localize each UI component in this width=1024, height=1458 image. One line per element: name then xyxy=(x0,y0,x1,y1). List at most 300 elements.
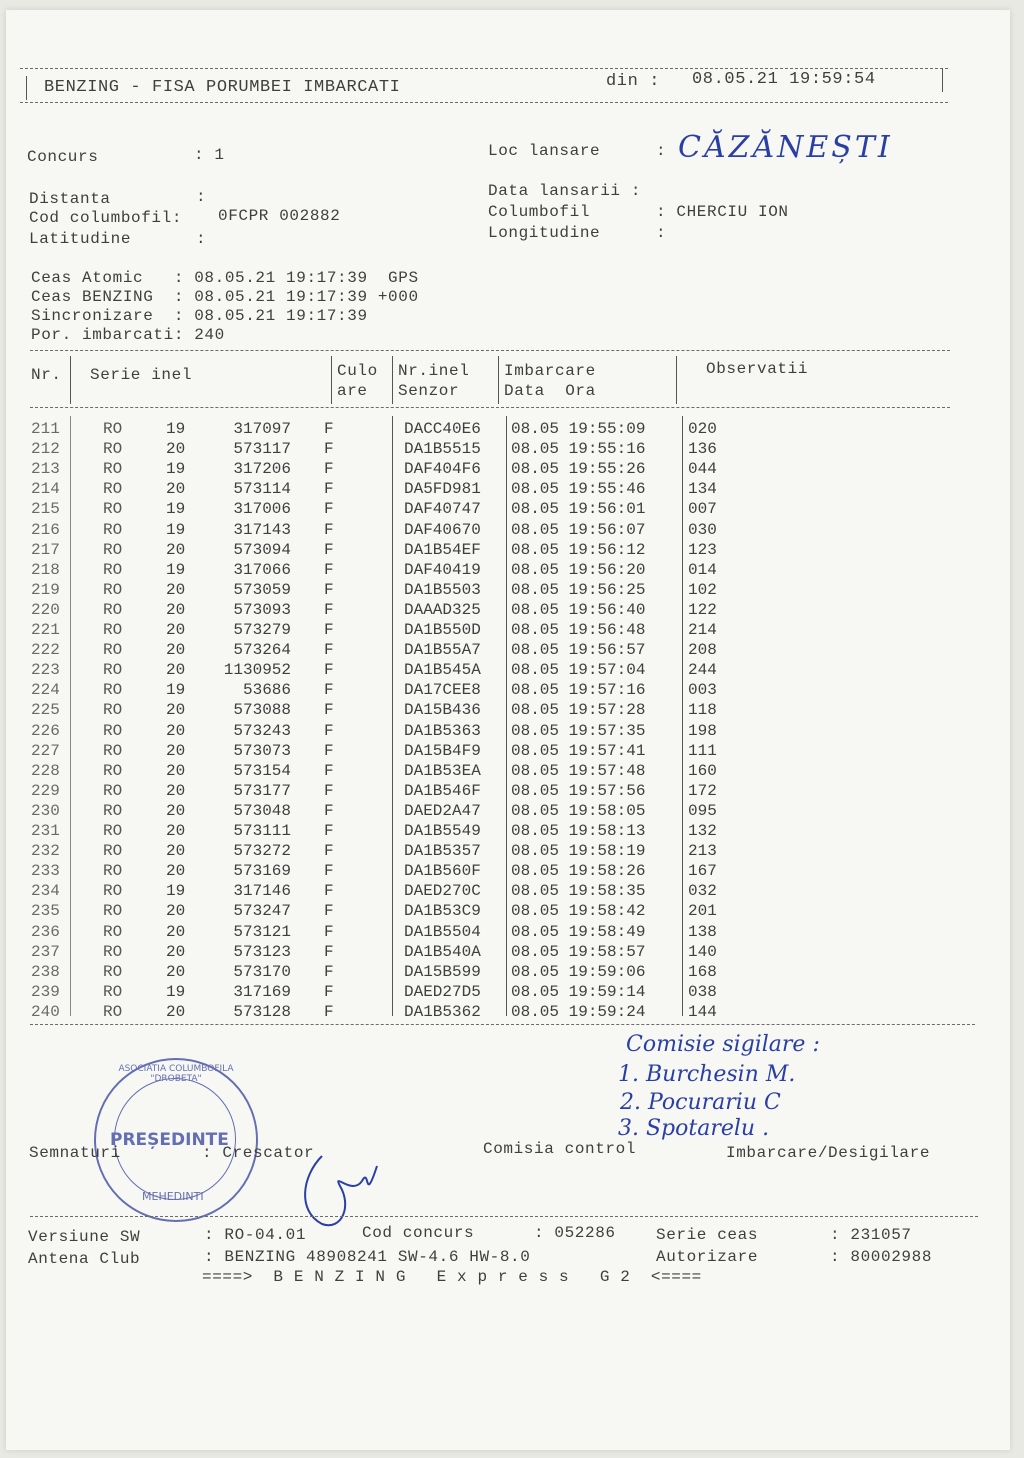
row-country: RO xyxy=(103,721,123,740)
row-number: 238 xyxy=(31,962,60,981)
row-number: 211 xyxy=(31,420,60,438)
stamp-bottom-text: MEHEDINTI xyxy=(142,1190,204,1203)
concurs-value: : 1 xyxy=(194,146,225,164)
handwritten-member-2: 2. Pocurariu C xyxy=(620,1090,781,1115)
row-sex: F xyxy=(324,741,334,760)
row-number: 218 xyxy=(31,560,60,579)
row-number: 228 xyxy=(31,761,60,780)
row-sensor-id: DA15B599 xyxy=(404,962,481,981)
row-country: RO xyxy=(103,661,123,680)
col-divider-senzor xyxy=(498,356,499,404)
row-ring-number: 573247 xyxy=(233,902,291,921)
row-year: 20 xyxy=(166,942,186,961)
row-ring-number: 53686 xyxy=(242,681,291,700)
row-number: 227 xyxy=(31,741,60,760)
row-country: RO xyxy=(103,480,123,499)
row-country: RO xyxy=(103,982,123,1001)
row-sensor-id: DAF40670 xyxy=(404,520,481,539)
table-row xyxy=(6,923,766,943)
row-sex: F xyxy=(324,500,334,519)
row-boarding-datetime: 08.05 19:56:25 xyxy=(511,580,646,599)
row-year: 20 xyxy=(166,721,186,740)
stamp-center-text: PREȘEDINTE xyxy=(110,1130,229,1150)
row-sensor-id: DA1B5504 xyxy=(404,922,481,941)
row-sex: F xyxy=(324,801,334,820)
row-country: RO xyxy=(103,560,123,579)
row-sex: F xyxy=(324,621,334,639)
header-bottom-rule xyxy=(20,102,948,103)
row-sex: F xyxy=(324,600,334,619)
row-ring-number: 573088 xyxy=(233,701,291,720)
date-value: 08.05.21 19:59:54 xyxy=(692,70,876,89)
row-observation: 014 xyxy=(688,560,717,579)
versiune-label: Versiune SW xyxy=(28,1228,141,1246)
row-country: RO xyxy=(103,440,123,459)
col-divider-serie xyxy=(331,356,332,404)
table-row xyxy=(6,882,766,902)
row-observation: 201 xyxy=(688,902,717,921)
row-ring-number: 573121 xyxy=(233,922,291,941)
row-country: RO xyxy=(103,600,123,619)
row-number: 214 xyxy=(31,480,60,499)
row-year: 20 xyxy=(166,862,186,881)
table-bottom-rule xyxy=(30,1024,975,1025)
row-year: 20 xyxy=(166,781,186,800)
row-boarding-datetime: 08.05 19:57:56 xyxy=(511,781,646,800)
row-boarding-datetime: 08.05 19:57:35 xyxy=(511,721,646,740)
table-row xyxy=(6,963,766,983)
row-boarding-datetime: 08.05 19:58:35 xyxy=(511,882,646,901)
row-sex: F xyxy=(324,661,334,680)
row-ring-number: 573243 xyxy=(233,721,291,740)
cod-concurs-label: Cod concurs xyxy=(362,1224,475,1242)
row-sex: F xyxy=(324,1002,334,1021)
row-boarding-datetime: 08.05 19:59:14 xyxy=(511,982,646,1001)
row-country: RO xyxy=(103,701,123,720)
row-sensor-id: DA1B5363 xyxy=(404,721,481,740)
row-number: 219 xyxy=(31,580,60,599)
header-nr-inel: Nr.inel xyxy=(398,362,470,380)
row-observation: 168 xyxy=(688,962,717,981)
row-number: 239 xyxy=(31,982,60,1001)
row-number: 225 xyxy=(31,701,60,720)
row-boarding-datetime: 08.05 19:56:07 xyxy=(511,520,646,539)
row-ring-number: 317066 xyxy=(233,560,291,579)
row-observation: 198 xyxy=(688,721,717,740)
data-lansarii-label: Data lansarii : xyxy=(488,182,642,200)
row-sensor-id: DA1B545A xyxy=(404,661,481,680)
loc-lansare-label: Loc lansare xyxy=(488,142,601,160)
row-number: 217 xyxy=(31,540,60,559)
row-ring-number: 573059 xyxy=(233,580,291,599)
imbarcare-desigilare-label: Imbarcare/Desigilare xyxy=(726,1144,931,1162)
row-sensor-id: DAED270C xyxy=(404,882,481,901)
table-header-top-rule xyxy=(30,350,950,351)
row-number: 213 xyxy=(31,460,60,479)
body-divider-imbarcare xyxy=(682,416,683,1016)
header-observatii: Observatii xyxy=(706,360,809,378)
table-row xyxy=(6,420,766,440)
row-country: RO xyxy=(103,580,123,599)
table-row xyxy=(6,742,766,762)
row-sensor-id: DA1B5549 xyxy=(404,822,481,840)
row-ring-number: 573170 xyxy=(233,962,291,981)
header-imbarcare: Imbarcare xyxy=(504,362,596,380)
row-ring-number: 573114 xyxy=(233,480,291,499)
row-country: RO xyxy=(103,641,123,660)
row-ring-number: 573094 xyxy=(233,540,291,559)
row-year: 20 xyxy=(166,661,186,680)
row-year: 19 xyxy=(166,882,186,901)
row-year: 20 xyxy=(166,801,186,820)
row-observation: 044 xyxy=(688,460,717,479)
row-country: RO xyxy=(103,1002,123,1021)
antena-value: : BENZING 48908241 SW-4.6 HW-8.0 xyxy=(204,1248,531,1266)
row-number: 235 xyxy=(31,902,60,921)
row-country: RO xyxy=(103,460,123,479)
row-observation: 138 xyxy=(688,922,717,941)
date-label: din : xyxy=(606,72,661,91)
cod-columbofil-value: 0FCPR 002882 xyxy=(218,207,341,225)
header-are: are xyxy=(337,382,368,400)
row-ring-number: 573177 xyxy=(233,781,291,800)
row-ring-number: 573093 xyxy=(233,600,291,619)
table-row xyxy=(6,641,766,661)
row-country: RO xyxy=(103,761,123,780)
row-observation: 095 xyxy=(688,801,717,820)
row-observation: 136 xyxy=(688,440,717,459)
table-row xyxy=(6,701,766,721)
row-boarding-datetime: 08.05 19:56:48 xyxy=(511,621,646,639)
ceas-atomic-line: Ceas Atomic : 08.05.21 19:17:39 GPS xyxy=(31,269,419,287)
row-boarding-datetime: 08.05 19:57:28 xyxy=(511,701,646,720)
col-divider-nr xyxy=(70,356,71,404)
row-ring-number: 1130952 xyxy=(223,661,291,680)
row-sensor-id: DAED2A47 xyxy=(404,801,481,820)
footer-top-rule xyxy=(30,1216,978,1217)
row-boarding-datetime: 08.05 19:56:57 xyxy=(511,641,646,660)
row-observation: 144 xyxy=(688,1002,717,1021)
row-year: 19 xyxy=(166,460,186,479)
header-top-rule xyxy=(20,68,948,69)
table-row xyxy=(6,601,766,621)
longitudine-value: : xyxy=(656,224,667,242)
row-ring-number: 573117 xyxy=(233,440,291,459)
row-country: RO xyxy=(103,922,123,941)
row-boarding-datetime: 08.05 19:56:12 xyxy=(511,540,646,559)
row-sensor-id: DA5FD981 xyxy=(404,480,481,499)
row-year: 20 xyxy=(166,842,186,861)
row-number: 236 xyxy=(31,922,60,941)
row-ring-number: 573123 xyxy=(233,942,291,961)
row-number: 220 xyxy=(31,600,60,619)
row-observation: 123 xyxy=(688,540,717,559)
row-country: RO xyxy=(103,741,123,760)
columbofil-value: : CHERCIU ION xyxy=(656,203,789,221)
row-boarding-datetime: 08.05 19:57:04 xyxy=(511,661,646,680)
stamp-top-text: ASOCIATIA COLUMBOFILA "DROBETA" xyxy=(118,1064,234,1084)
row-observation: 020 xyxy=(688,420,717,438)
row-country: RO xyxy=(103,500,123,519)
row-ring-number: 573048 xyxy=(233,801,291,820)
row-ring-number: 573264 xyxy=(233,641,291,660)
table-row xyxy=(6,621,766,641)
row-boarding-datetime: 08.05 19:55:26 xyxy=(511,460,646,479)
row-country: RO xyxy=(103,681,123,700)
row-country: RO xyxy=(103,781,123,800)
row-year: 20 xyxy=(166,1002,186,1021)
row-ring-number: 317206 xyxy=(233,460,291,479)
row-observation: 038 xyxy=(688,982,717,1001)
row-boarding-datetime: 08.05 19:57:41 xyxy=(511,741,646,760)
table-row xyxy=(6,842,766,862)
row-sensor-id: DAAAD325 xyxy=(404,600,481,619)
row-boarding-datetime: 08.05 19:57:16 xyxy=(511,681,646,700)
row-sex: F xyxy=(324,902,334,921)
row-observation: 003 xyxy=(688,681,717,700)
row-sex: F xyxy=(324,822,334,840)
row-country: RO xyxy=(103,520,123,539)
row-year: 19 xyxy=(166,560,186,579)
row-observation: 007 xyxy=(688,500,717,519)
row-number: 229 xyxy=(31,781,60,800)
row-sex: F xyxy=(324,701,334,720)
table-row xyxy=(6,440,766,460)
row-number: 230 xyxy=(31,801,60,820)
row-ring-number: 573111 xyxy=(233,822,291,840)
row-year: 20 xyxy=(166,440,186,459)
row-year: 19 xyxy=(166,520,186,539)
row-sensor-id: DA1B546F xyxy=(404,781,481,800)
table-row xyxy=(6,782,766,802)
row-number: 224 xyxy=(31,681,60,700)
row-boarding-datetime: 08.05 19:55:09 xyxy=(511,420,646,438)
row-year: 20 xyxy=(166,701,186,720)
row-boarding-datetime: 08.05 19:58:19 xyxy=(511,842,646,861)
row-sensor-id: DAF404F6 xyxy=(404,460,481,479)
row-observation: 102 xyxy=(688,580,717,599)
row-country: RO xyxy=(103,822,123,840)
row-number: 233 xyxy=(31,862,60,881)
row-sex: F xyxy=(324,862,334,881)
latitudine-value: : xyxy=(196,230,207,248)
row-country: RO xyxy=(103,540,123,559)
row-sex: F xyxy=(324,460,334,479)
row-year: 20 xyxy=(166,641,186,660)
row-observation: 167 xyxy=(688,862,717,881)
row-sensor-id: DA1B55A7 xyxy=(404,641,481,660)
table-row xyxy=(6,541,766,561)
row-number: 222 xyxy=(31,641,60,660)
row-sensor-id: DAF40419 xyxy=(404,560,481,579)
concurs-label: Concurs xyxy=(27,148,99,166)
row-observation: 160 xyxy=(688,761,717,780)
columbofil-label: Columbofil xyxy=(488,203,591,221)
printed-sheet xyxy=(6,10,1010,1450)
body-divider-nr xyxy=(70,416,71,1016)
comisia-control-label: Comisia control xyxy=(483,1140,637,1158)
row-year: 20 xyxy=(166,761,186,780)
handwritten-member-1: 1. Burchesin M. xyxy=(618,1062,796,1087)
row-ring-number: 317146 xyxy=(233,882,291,901)
row-country: RO xyxy=(103,942,123,961)
row-sensor-id: DA1B550D xyxy=(404,621,481,639)
distanta-value: : xyxy=(196,188,207,206)
row-observation: 030 xyxy=(688,520,717,539)
row-number: 215 xyxy=(31,500,60,519)
row-year: 20 xyxy=(166,922,186,941)
table-row xyxy=(6,862,766,882)
antena-label: Antena Club xyxy=(28,1250,141,1268)
row-number: 231 xyxy=(31,822,60,840)
row-observation: 132 xyxy=(688,822,717,840)
row-boarding-datetime: 08.05 19:55:46 xyxy=(511,480,646,499)
row-sex: F xyxy=(324,480,334,499)
row-sex: F xyxy=(324,641,334,660)
row-boarding-datetime: 08.05 19:58:26 xyxy=(511,862,646,881)
row-sex: F xyxy=(324,560,334,579)
row-sensor-id: DA1B53C9 xyxy=(404,902,481,921)
serie-ceas-value: : 231057 xyxy=(830,1226,912,1244)
row-boarding-datetime: 08.05 19:58:05 xyxy=(511,801,646,820)
semnaturi-label: Semnaturi xyxy=(29,1144,121,1162)
row-boarding-datetime: 08.05 19:56:40 xyxy=(511,600,646,619)
row-sex: F xyxy=(324,781,334,800)
header-right-border xyxy=(942,68,943,92)
table-row xyxy=(6,681,766,701)
row-boarding-datetime: 08.05 19:59:24 xyxy=(511,1002,646,1021)
row-year: 19 xyxy=(166,420,186,438)
autorizare-label: Autorizare xyxy=(656,1248,759,1266)
row-sensor-id: DAF40747 xyxy=(404,500,481,519)
table-row xyxy=(6,943,766,963)
row-sensor-id: DA1B5503 xyxy=(404,580,481,599)
row-boarding-datetime: 08.05 19:59:06 xyxy=(511,962,646,981)
row-number: 212 xyxy=(31,440,60,459)
table-row xyxy=(6,460,766,480)
row-year: 20 xyxy=(166,480,186,499)
row-boarding-datetime: 08.05 19:58:49 xyxy=(511,922,646,941)
row-year: 20 xyxy=(166,621,186,639)
row-sex: F xyxy=(324,540,334,559)
serie-ceas-label: Serie ceas xyxy=(656,1226,759,1244)
row-year: 19 xyxy=(166,982,186,1001)
row-sensor-id: DA1B560F xyxy=(404,862,481,881)
row-ring-number: 573169 xyxy=(233,862,291,881)
row-country: RO xyxy=(103,621,123,639)
table-header-bottom-rule xyxy=(30,407,950,408)
row-number: 234 xyxy=(31,882,60,901)
row-ring-number: 573073 xyxy=(233,741,291,760)
row-number: 226 xyxy=(31,721,60,740)
row-sex: F xyxy=(324,982,334,1001)
por-imbarcati-line: Por. imbarcati: 240 xyxy=(31,326,225,344)
row-ring-number: 317143 xyxy=(233,520,291,539)
row-sensor-id: DA1B540A xyxy=(404,942,481,961)
row-sex: F xyxy=(324,942,334,961)
header-nr: Nr. xyxy=(31,366,62,384)
row-country: RO xyxy=(103,862,123,881)
table-row xyxy=(6,902,766,922)
table-row xyxy=(6,762,766,782)
table-row xyxy=(6,802,766,822)
table-row xyxy=(6,561,766,581)
row-ring-number: 573279 xyxy=(233,621,291,639)
table-row xyxy=(6,661,766,681)
row-sensor-id: DA15B436 xyxy=(404,701,481,720)
header-serie-inel: Serie inel xyxy=(90,366,193,384)
row-sex: F xyxy=(324,420,334,438)
table-row xyxy=(6,822,766,842)
benzing-brand-line: ====> B E N Z I N G E x p r e s s G 2 <==== xyxy=(202,1268,702,1286)
row-number: 232 xyxy=(31,842,60,861)
row-sensor-id: DA1B5362 xyxy=(404,1002,481,1021)
row-sensor-id: DA17CEE8 xyxy=(404,681,481,700)
row-sex: F xyxy=(324,882,334,901)
row-year: 19 xyxy=(166,500,186,519)
row-year: 20 xyxy=(166,822,186,840)
row-observation: 208 xyxy=(688,641,717,660)
header-left-border xyxy=(26,76,27,100)
col-divider-culoare xyxy=(392,356,393,404)
row-country: RO xyxy=(103,842,123,861)
cod-columbofil-label: Cod columbofil: xyxy=(29,209,183,227)
table-row xyxy=(6,480,766,500)
row-observation: 244 xyxy=(688,661,717,680)
row-sex: F xyxy=(324,721,334,740)
row-boarding-datetime: 08.05 19:56:20 xyxy=(511,560,646,579)
row-boarding-datetime: 08.05 19:58:42 xyxy=(511,902,646,921)
row-ring-number: 317006 xyxy=(233,500,291,519)
row-observation: 032 xyxy=(688,882,717,901)
document-title: BENZING - FISA PORUMBEI IMBARCATI xyxy=(44,78,401,97)
loc-lansare-handwritten: CĂZĂNEȘTI xyxy=(678,130,893,165)
row-boarding-datetime: 08.05 19:55:16 xyxy=(511,440,646,459)
row-sensor-id: DA1B5515 xyxy=(404,440,481,459)
association-stamp xyxy=(94,1058,258,1222)
row-year: 20 xyxy=(166,600,186,619)
row-number: 237 xyxy=(31,942,60,961)
row-sex: F xyxy=(324,962,334,981)
row-sex: F xyxy=(324,842,334,861)
row-number: 216 xyxy=(31,520,60,539)
body-divider-senzor xyxy=(506,416,507,1016)
row-boarding-datetime: 08.05 19:58:57 xyxy=(511,942,646,961)
row-number: 221 xyxy=(31,621,60,639)
row-sex: F xyxy=(324,580,334,599)
row-sensor-id: DA1B53EA xyxy=(404,761,481,780)
cod-concurs-value: : 052286 xyxy=(534,1224,616,1242)
row-country: RO xyxy=(103,420,123,438)
row-observation: 111 xyxy=(688,741,717,760)
row-observation: 134 xyxy=(688,480,717,499)
header-senzor: Senzor xyxy=(398,382,460,400)
row-boarding-datetime: 08.05 19:57:48 xyxy=(511,761,646,780)
row-ring-number: 573272 xyxy=(233,842,291,861)
row-sex: F xyxy=(324,520,334,539)
latitudine-label: Latitudine xyxy=(29,230,132,248)
row-sex: F xyxy=(324,761,334,780)
row-sensor-id: DA1B54EF xyxy=(404,540,481,559)
ceas-benzing-line: Ceas BENZING : 08.05.21 19:17:39 +000 xyxy=(31,288,419,306)
table-row xyxy=(6,983,766,1003)
sincronizare-line: Sincronizare : 08.05.21 19:17:39 xyxy=(31,307,368,325)
row-ring-number: 573128 xyxy=(233,1002,291,1021)
autorizare-value: : 80002988 xyxy=(830,1248,933,1266)
row-year: 20 xyxy=(166,962,186,981)
row-observation: 213 xyxy=(688,842,717,861)
row-sex: F xyxy=(324,440,334,459)
